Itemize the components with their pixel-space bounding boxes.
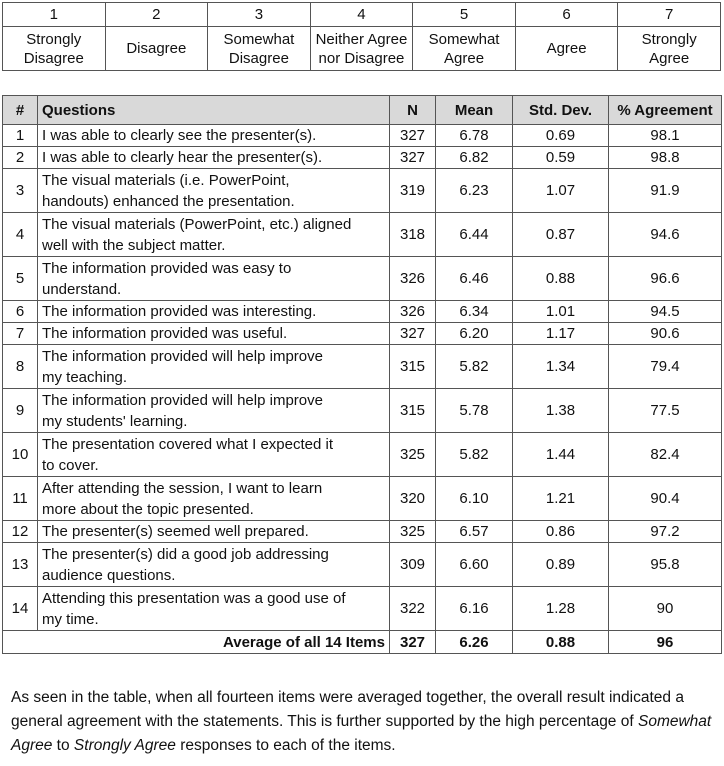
cell-n: 319 (390, 169, 436, 213)
cell-agreement: 98.8 (609, 147, 722, 169)
table-header-row (3, 96, 722, 125)
question-text: I was able to clearly hear the presenter(s). (38, 147, 390, 169)
cell-agreement: 82.4 (609, 433, 722, 477)
row-number: 2 (3, 147, 38, 169)
scale-label: Strongly Agree (618, 27, 721, 71)
cell-n: 326 (390, 257, 436, 301)
cell-std-dev: 1.34 (513, 345, 609, 389)
table-row (3, 213, 722, 257)
table-row (3, 169, 722, 213)
average-label: Average of all 14 Items (3, 631, 390, 654)
cell-n: 325 (390, 521, 436, 543)
row-number: 1 (3, 125, 38, 147)
question-text: The visual materials (PowerPoint, etc.) aligned well with the subject matter. (38, 213, 390, 257)
row-number: 14 (3, 587, 38, 631)
scale-label: Agree (515, 27, 618, 71)
cell-std-dev: 1.01 (513, 301, 609, 323)
cell-mean: 6.34 (436, 301, 513, 323)
row-number: 7 (3, 323, 38, 345)
question-text: The information provided was easy to understand. (38, 257, 390, 301)
scale-number: 1 (3, 3, 106, 27)
cell-std-dev: 1.38 (513, 389, 609, 433)
scale-number: 3 (208, 3, 311, 27)
row-number: 9 (3, 389, 38, 433)
row-number: 10 (3, 433, 38, 477)
table-row (3, 257, 722, 301)
scale-number: 7 (618, 3, 721, 27)
cell-std-dev: 1.07 (513, 169, 609, 213)
row-number: 6 (3, 301, 38, 323)
cell-mean: 6.57 (436, 521, 513, 543)
scale-label: Strongly Disagree (3, 27, 106, 71)
average-std-dev: 0.88 (513, 631, 609, 654)
cell-std-dev: 1.44 (513, 433, 609, 477)
cell-agreement: 97.2 (609, 521, 722, 543)
table-row (3, 587, 722, 631)
cell-n: 320 (390, 477, 436, 521)
cell-mean: 6.16 (436, 587, 513, 631)
table-row (3, 323, 722, 345)
cell-agreement: 90 (609, 587, 722, 631)
scale-number: 5 (413, 3, 516, 27)
scale-number: 6 (515, 3, 618, 27)
cell-agreement: 98.1 (609, 125, 722, 147)
row-number: 8 (3, 345, 38, 389)
table-row (3, 125, 722, 147)
cell-std-dev: 0.69 (513, 125, 609, 147)
average-agreement: 96 (609, 631, 722, 654)
cell-n: 309 (390, 543, 436, 587)
cell-mean: 5.82 (436, 433, 513, 477)
cell-n: 327 (390, 125, 436, 147)
question-text: Attending this presentation was a good use of my time. (38, 587, 390, 631)
cell-agreement: 90.4 (609, 477, 722, 521)
survey-results-table (2, 95, 722, 654)
table-row (3, 389, 722, 433)
cell-n: 327 (390, 323, 436, 345)
table-row (3, 301, 722, 323)
table-row (3, 521, 722, 543)
question-text: The information provided was useful. (38, 323, 390, 345)
question-text: The information provided will help improve my teaching. (38, 345, 390, 389)
cell-agreement: 90.6 (609, 323, 722, 345)
cell-std-dev: 1.28 (513, 587, 609, 631)
table-row (3, 433, 722, 477)
question-text: The information provided will help improve my students' learning. (38, 389, 390, 433)
scale-label-row (3, 27, 721, 71)
question-text: The information provided was interesting. (38, 301, 390, 323)
cell-std-dev: 0.89 (513, 543, 609, 587)
cell-mean: 6.20 (436, 323, 513, 345)
average-n: 327 (390, 631, 436, 654)
cell-n: 327 (390, 147, 436, 169)
question-text: The presenter(s) did a good job addressing audience questions. (38, 543, 390, 587)
cell-agreement: 91.9 (609, 169, 722, 213)
table-body (3, 125, 722, 654)
cell-n: 315 (390, 389, 436, 433)
table-row (3, 147, 722, 169)
scale-number: 4 (310, 3, 413, 27)
cell-n: 325 (390, 433, 436, 477)
column-header-std-dev: Std. Dev. (513, 96, 609, 125)
scale-label: Disagree (105, 27, 208, 71)
cell-n: 318 (390, 213, 436, 257)
question-text: The presentation covered what I expected it to cover. (38, 433, 390, 477)
question-text: The visual materials (i.e. PowerPoint, handouts) enhanced the presentation. (38, 169, 390, 213)
question-text: After attending the session, I want to learn more about the topic presented. (38, 477, 390, 521)
cell-mean: 6.10 (436, 477, 513, 521)
cell-mean: 6.46 (436, 257, 513, 301)
average-mean: 6.26 (436, 631, 513, 654)
emphasis-strongly-agree: Strongly Agree (73, 737, 176, 754)
table-row (3, 345, 722, 389)
row-number: 5 (3, 257, 38, 301)
cell-mean: 6.44 (436, 213, 513, 257)
row-number: 11 (3, 477, 38, 521)
emphasis-somewhat-agree: Somewhat Agree (11, 713, 712, 754)
likert-scale-legend (2, 2, 721, 71)
average-row (3, 631, 722, 654)
cell-n: 326 (390, 301, 436, 323)
cell-std-dev: 1.17 (513, 323, 609, 345)
cell-mean: 6.82 (436, 147, 513, 169)
scale-number: 2 (105, 3, 208, 27)
cell-std-dev: 1.21 (513, 477, 609, 521)
scale-label: Somewhat Agree (413, 27, 516, 71)
scale-label: Somewhat Disagree (208, 27, 311, 71)
scale-number-row (3, 3, 721, 27)
cell-mean: 6.60 (436, 543, 513, 587)
cell-n: 315 (390, 345, 436, 389)
cell-agreement: 94.6 (609, 213, 722, 257)
cell-std-dev: 0.59 (513, 147, 609, 169)
cell-std-dev: 0.88 (513, 257, 609, 301)
column-header-mean: Mean (436, 96, 513, 125)
cell-agreement: 95.8 (609, 543, 722, 587)
question-text: The presenter(s) seemed well prepared. (38, 521, 390, 543)
scale-label: Neither Agree nor Disagree (310, 27, 413, 71)
cell-std-dev: 0.87 (513, 213, 609, 257)
cell-agreement: 94.5 (609, 301, 722, 323)
cell-mean: 5.78 (436, 389, 513, 433)
cell-agreement: 77.5 (609, 389, 722, 433)
column-header-n: N (390, 96, 436, 125)
cell-agreement: 79.4 (609, 345, 722, 389)
table-row (3, 543, 722, 587)
column-header-questions: Questions (38, 96, 390, 125)
cell-agreement: 96.6 (609, 257, 722, 301)
column-header-number: # (3, 96, 38, 125)
cell-mean: 6.78 (436, 125, 513, 147)
cell-std-dev: 0.86 (513, 521, 609, 543)
column-header-agreement: % Agreement (609, 96, 722, 125)
row-number: 3 (3, 169, 38, 213)
row-number: 4 (3, 213, 38, 257)
question-text: I was able to clearly see the presenter(s). (38, 125, 390, 147)
summary-paragraph: As seen in the table, when all fourteen items were averaged together, the overall result indicated a general agreement with the statements. This is further supported by the high percentage of Somewhat Agree to Strongly Agree responses to each of the items. (11, 689, 712, 754)
row-number: 13 (3, 543, 38, 587)
cell-mean: 5.82 (436, 345, 513, 389)
cell-mean: 6.23 (436, 169, 513, 213)
table-row (3, 477, 722, 521)
cell-n: 322 (390, 587, 436, 631)
row-number: 12 (3, 521, 38, 543)
